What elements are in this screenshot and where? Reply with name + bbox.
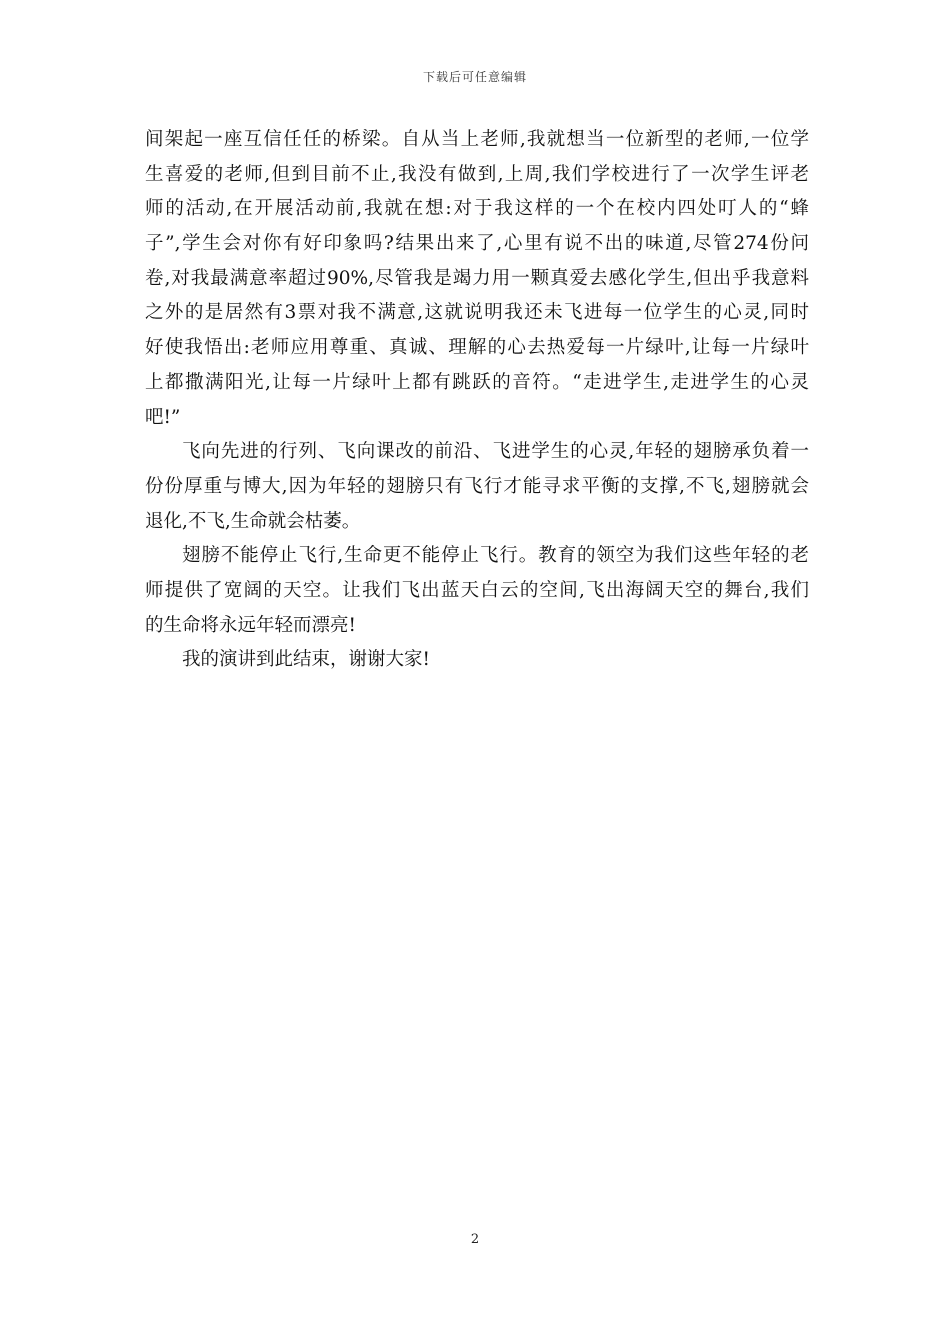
document-body [145, 123, 809, 678]
text-line: 生喜爱的老师,但到目前不止,我没有做到,上周,我们学校进行了一次学生评老 [145, 163, 809, 185]
text-line: 之外的是居然有3票对我不满意,这就说明我还未飞进每一位学生的心灵,同时 [145, 302, 809, 324]
text-line: 好使我悟出:老师应用尊重、真诚、理解的心去热爱每一片绿叶,让每一片绿叶 [145, 337, 809, 359]
text-line: 师的活动,在开展活动前,我就在想:对于我这样的一个在校内四处叮人的“蜂 [145, 198, 809, 220]
text-line: 退化,不飞,生命就会枯萎。 [145, 510, 361, 532]
text-line: 飞向先进的行列、飞向课改的前沿、飞进学生的心灵,年轻的翅膀承负着一 [182, 441, 809, 463]
text-line: 份份厚重与博大,因为年轻的翅膀只有飞行才能寻求平衡的支撑,不飞,翅膀就会 [145, 475, 809, 497]
page-header: 下载后可任意编辑 [422, 70, 527, 84]
text-line: 子”,学生会对你有好印象吗?结果出来了,心里有说不出的味道,尽管274份问 [145, 233, 809, 255]
text-line: 间架起一座互信任任的桥梁。自从当上老师,我就想当一位新型的老师,一位学 [145, 129, 809, 150]
text-line: 师提供了宽阔的天空。让我们飞出蓝天白云的空间,飞出海阔天空的舞台,我们 [145, 579, 809, 601]
page-number: 2 [470, 1232, 480, 1247]
text-line: 的生命将永远年轻而漂亮! [145, 614, 356, 636]
paragraph-4 [145, 643, 809, 678]
paragraph-2 [145, 435, 809, 539]
text-line: 翅膀不能停止飞行,生命更不能停止飞行。教育的领空为我们这些年轻的老 [182, 545, 809, 567]
text-line: 上都撒满阳光,让每一片绿叶上都有跳跃的音符。“走进学生,走进学生的心灵 [145, 371, 809, 393]
text-line: 吧!” [145, 406, 181, 428]
paragraph-3 [145, 539, 809, 643]
text-line: 我的演讲到此结束，谢谢大家! [182, 649, 430, 671]
paragraph-1 [145, 123, 809, 435]
text-line: 卷,对我最满意率超过90%,尽管我是竭力用一颗真爱去感化学生,但出乎我意料 [145, 267, 809, 289]
